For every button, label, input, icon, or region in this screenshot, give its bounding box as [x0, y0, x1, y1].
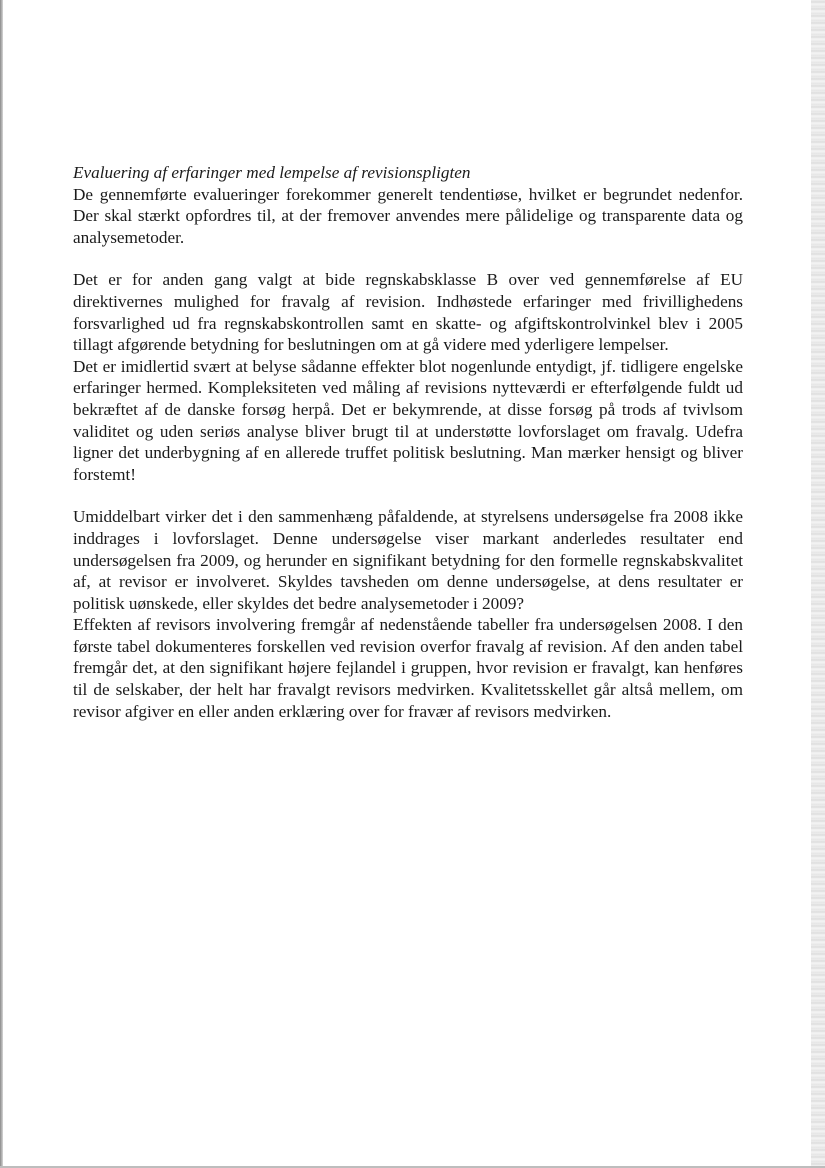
scan-edge-right — [811, 0, 825, 1168]
paragraph-effects: Det er imidlertid svært at belyse sådanne effekter blot nogenlunde entydigt, jf. tidligere engelske erfaringer hermed. Kompleksiteten ved måling af revisions nytteværdi er efterfølgende fuldt ud bekræftet af de danske forsøg herpå. Det er bekymrende, at disse forsøg på trods af tvivlsom validitet og uden seriøs analyse bliver brugt til at understøtte lovforslaget om fravalg. Udefra ligner det underbygning af en allerede truffet politisk beslutning. Man mærker hensigt og bliver forstemt! — [73, 356, 743, 484]
section-heading: Evaluering af erfaringer med lempelse af revisionspligten — [73, 163, 471, 182]
paragraph-class-b: Det er for anden gang valgt at bide regnskabsklasse B over ved gennemførelse af EU direktivernes mulighed for fravalg af revision. Indhøstede erfaringer med frivillighedens forsvarlighed ud fra regnskabskontrollen samt en skatte- og afgiftskontrolvinkel blev i 2005 tillagt afgørende betydning for beslutningen om at gå videre med yderligere lempelser. — [73, 270, 743, 355]
document-body — [73, 162, 743, 722]
scan-edge-left — [0, 0, 3, 1168]
paragraph-2008-study: Umiddelbart virker det i den sammenhæng påfaldende, at styrelsens undersøgelse fra 2008 ikke inddrages i lovforslaget. Denne undersøgelse viser markant anderledes resultater end undersøgelsen fra 2009, og herunder en signifikant betydning for den formelle regnskabskvalitet af, at revisor er involveret. Skyldes tavsheden om denne undersøgelse, at dens resultater er politisk uønskede, eller skyldes det bedre analysemetoder i 2009? — [73, 507, 743, 613]
paragraph-auditor-effect: Effekten af revisors involvering fremgår af nedenstående tabeller fra undersøgelsen 2008. I den første tabel dokumenteres forskellen ved revision overfor fravalg af revision. Af den anden tabel fremgår det, at den signifikant højere fejlandel i gruppen, hvor revision er fravalgt, kan henføres til de selskaber, der helt har fravalgt revisors medvirken. Kvalitetsskellet går altså mellem, om revisor afgiver en eller anden erklæring over for fravær af revisors medvirken. — [73, 615, 743, 721]
paragraph-intro: De gennemførte evalueringer forekommer generelt tendentiøse, hvilket er begrundet nedenfor. Der skal stærkt opfordres til, at der fremover anvendes mere pålidelige og transparente data og analysemetoder. — [73, 184, 743, 247]
